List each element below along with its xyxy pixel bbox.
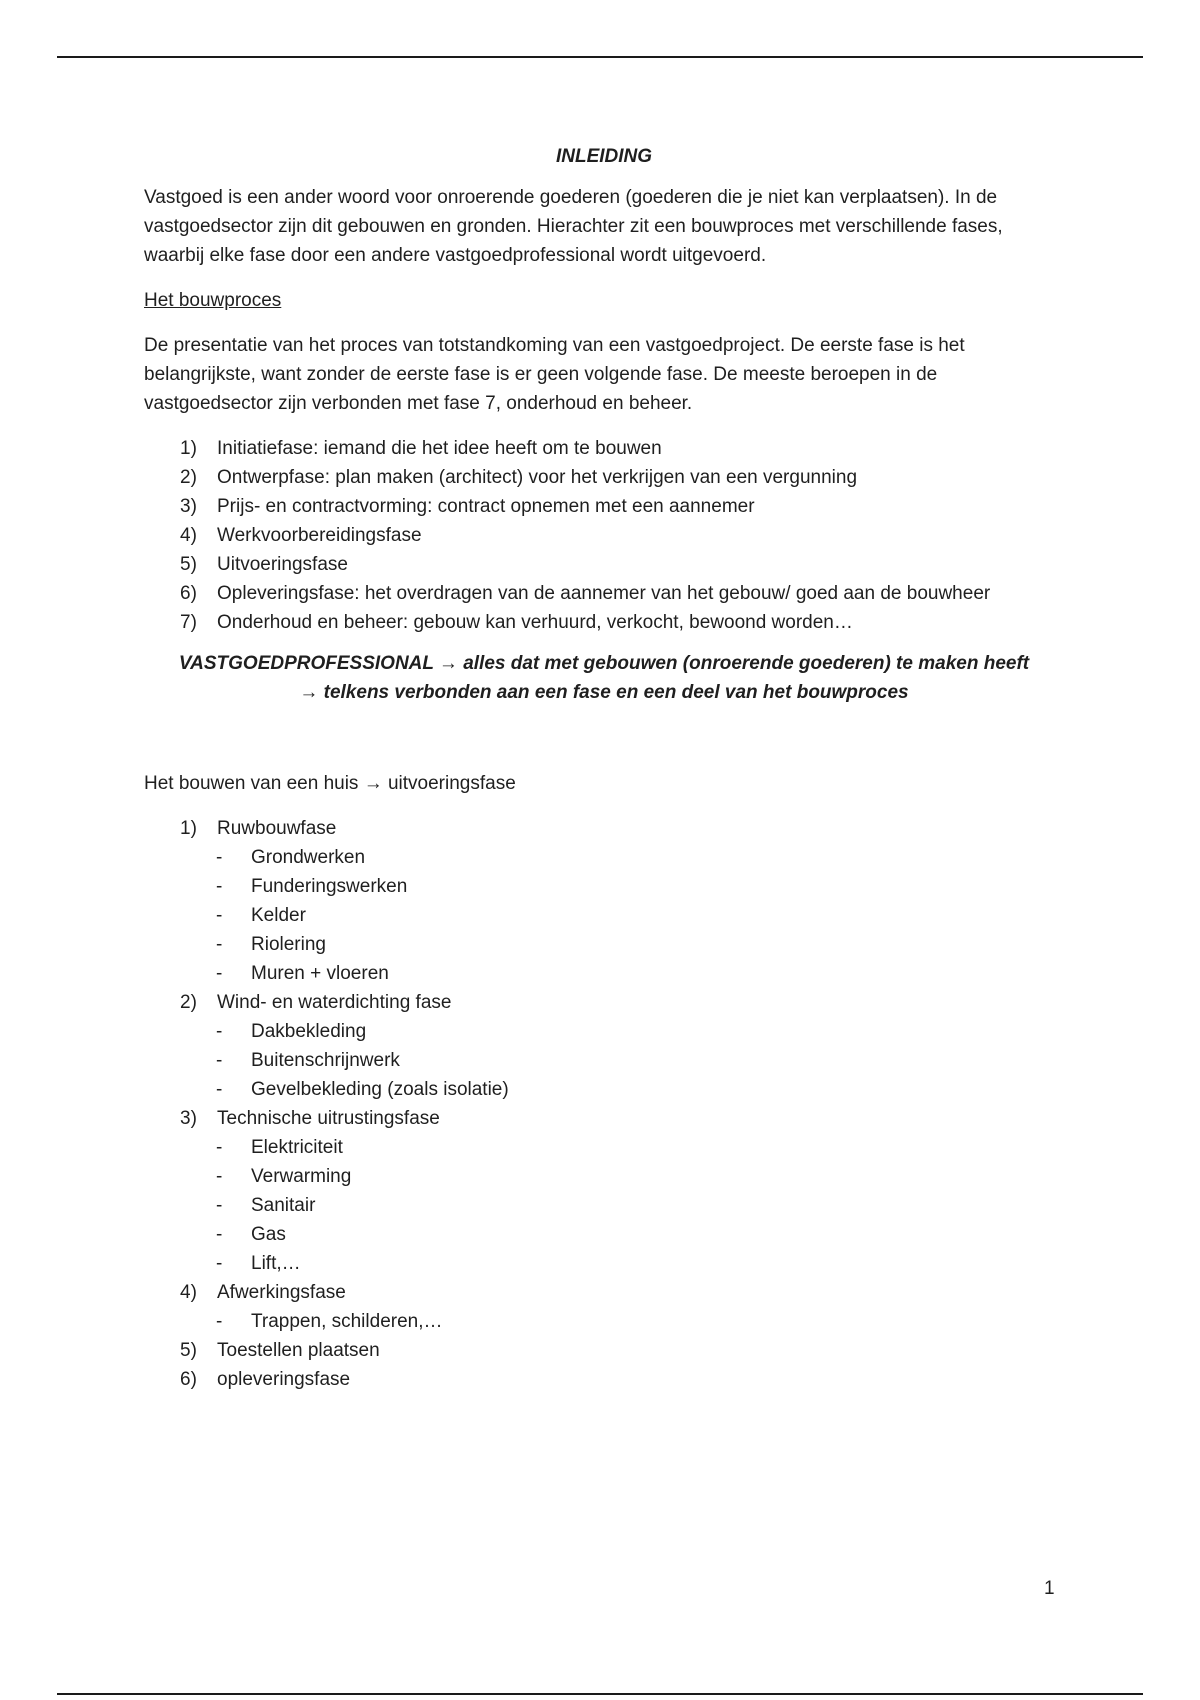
house-subtask-list	[144, 1133, 1064, 1278]
house-phase-item	[144, 1104, 1064, 1133]
house-subtask-text: Funderingswerken	[251, 876, 408, 897]
bullet-dash: -	[216, 934, 223, 955]
house-phase-text: Toestellen plaatsen	[217, 1340, 380, 1361]
phase-number: 3)	[180, 496, 197, 517]
house-subtask-text: Kelder	[251, 905, 306, 926]
phase-text: Onderhoud en beheer: gebouw kan verhuurd, verkocht, bewoond worden…	[217, 612, 853, 633]
section-paragraph: De presentatie van het proces van totstandkoming van een vastgoedproject. De eerste fase is het belangrijkste, want zonder de eerste fase is er geen volgende fase. De meeste beroepen in de vastgoedsector zijn verbonden met fase 7, onderhoud en beheer.	[144, 335, 965, 414]
phase-number: 1)	[180, 438, 197, 459]
house-phase-item	[144, 814, 1064, 843]
bullet-dash: -	[216, 1079, 223, 1100]
house-phase-text: Wind- en waterdichting fase	[217, 992, 452, 1013]
callout	[144, 649, 1064, 707]
phase-item	[144, 434, 1064, 463]
phase-item	[144, 521, 1064, 550]
house-subtask-item	[144, 872, 1064, 901]
house-subtask-text: Verwarming	[251, 1166, 352, 1187]
house-subtask-item	[144, 1133, 1064, 1162]
phase-item	[144, 550, 1064, 579]
house-phase-item	[144, 1365, 1064, 1394]
bullet-dash: -	[216, 1021, 223, 1042]
page-title: INLEIDING	[555, 146, 653, 167]
house-subtask-text: Gas	[251, 1224, 286, 1245]
phase-number: 7)	[180, 612, 197, 633]
phase-number: 5)	[180, 554, 197, 575]
phase-text: Prijs- en contractvorming: contract opnemen met een aannemer	[217, 496, 755, 517]
bullet-dash: -	[216, 905, 223, 926]
house-subtask-item	[144, 930, 1064, 959]
house-subtask-item	[144, 1220, 1064, 1249]
house-subtask-item	[144, 1249, 1064, 1278]
house-subtask-text: Muren + vloeren	[251, 963, 389, 984]
phase-item	[144, 579, 1064, 608]
house-subtask-item	[144, 959, 1064, 988]
house-subtask-list	[144, 843, 1064, 988]
house-subtask-text: Gevelbekleding (zoals isolatie)	[251, 1079, 509, 1100]
phase-text: Opleveringsfase: het overdragen van de aannemer van het gebouw/ goed aan de bouwheer	[217, 583, 991, 604]
bullet-dash: -	[216, 876, 223, 897]
footer-rule	[57, 1693, 1143, 1695]
phase-item	[144, 608, 1064, 637]
house-subtask-list	[144, 1017, 1064, 1104]
bullet-dash: -	[216, 963, 223, 984]
bullet-dash: -	[216, 1311, 223, 1332]
callout-line-2: → telkens verbonden aan een fase en een deel van het bouwproces	[299, 682, 909, 703]
house-phase-list	[144, 814, 1064, 1394]
bullet-dash: -	[216, 1050, 223, 1071]
bullet-dash: -	[216, 1224, 223, 1245]
house-phase-number: 6)	[180, 1369, 197, 1390]
intro-paragraph: Vastgoed is een ander woord voor onroerende goederen (goederen die je niet kan verplaatsen). In de vastgoedsector zijn dit gebouwen en gronden. Hierachter zit een bouwproces met verschillende fases, waarbij elke fase door een andere vastgoedprofessional wordt uitgevoerd.	[144, 187, 1003, 266]
bullet-dash: -	[216, 1253, 223, 1274]
house-subtask-item	[144, 1075, 1064, 1104]
house-subtask-item	[144, 901, 1064, 930]
house-phase-text: Ruwbouwfase	[217, 818, 337, 839]
phase-text: Initiatiefase: iemand die het idee heeft om te bouwen	[217, 438, 662, 459]
house-subtask-item	[144, 843, 1064, 872]
house-subtask-item	[144, 1017, 1064, 1046]
phase-item	[144, 463, 1064, 492]
house-subtask-text: Lift,…	[251, 1253, 301, 1274]
phase-item	[144, 492, 1064, 521]
bullet-dash: -	[216, 1137, 223, 1158]
bullet-dash: -	[216, 1166, 223, 1187]
phase-list	[144, 434, 1064, 637]
page-number: 1	[1044, 1578, 1055, 1599]
house-phase-text: Technische uitrustingsfase	[217, 1108, 440, 1129]
phase-text: Uitvoeringsfase	[217, 554, 348, 575]
house-subtask-text: Trappen, schilderen,…	[251, 1311, 443, 1332]
phase-number: 6)	[180, 583, 197, 604]
house-subtask-text: Dakbekleding	[251, 1021, 367, 1042]
house-subtask-text: Grondwerken	[251, 847, 366, 868]
house-phase-item	[144, 1278, 1064, 1307]
house-subtask-text: Riolering	[251, 934, 326, 955]
phase-number: 2)	[180, 467, 197, 488]
house-subtask-text: Elektriciteit	[251, 1137, 343, 1158]
house-phase-number: 4)	[180, 1282, 197, 1303]
house-subtask-text: Buitenschrijnwerk	[251, 1050, 400, 1071]
header-rule	[57, 56, 1143, 58]
phase-number: 4)	[180, 525, 197, 546]
house-subtask-item	[144, 1046, 1064, 1075]
bullet-dash: -	[216, 847, 223, 868]
document-body	[144, 142, 1064, 1406]
house-subtask-item	[144, 1307, 1064, 1336]
house-phase-item	[144, 1336, 1064, 1365]
house-phase-number: 3)	[180, 1108, 197, 1129]
house-phase-number: 2)	[180, 992, 197, 1013]
house-phase-text: Afwerkingsfase	[217, 1282, 346, 1303]
house-phase-number: 1)	[180, 818, 197, 839]
house-phase-number: 5)	[180, 1340, 197, 1361]
phase-text: Ontwerpfase: plan maken (architect) voor het verkrijgen van een vergunning	[217, 467, 858, 488]
house-subtask-item	[144, 1191, 1064, 1220]
house-subtask-text: Sanitair	[251, 1195, 316, 1216]
house-subtask-item	[144, 1162, 1064, 1191]
house-subtask-list	[144, 1307, 1064, 1336]
house-phase-item	[144, 988, 1064, 1017]
house-phase-text: opleveringsfase	[217, 1369, 351, 1390]
bullet-dash: -	[216, 1195, 223, 1216]
house-heading: Het bouwen van een huis → uitvoeringsfase	[144, 773, 516, 794]
phase-text: Werkvoorbereidingsfase	[217, 525, 422, 546]
callout-line-1: VASTGOEDPROFESSIONAL → alles dat met gebouwen (onroerende goederen) te maken heeft	[178, 653, 1030, 674]
section-heading: Het bouwproces	[144, 290, 282, 311]
